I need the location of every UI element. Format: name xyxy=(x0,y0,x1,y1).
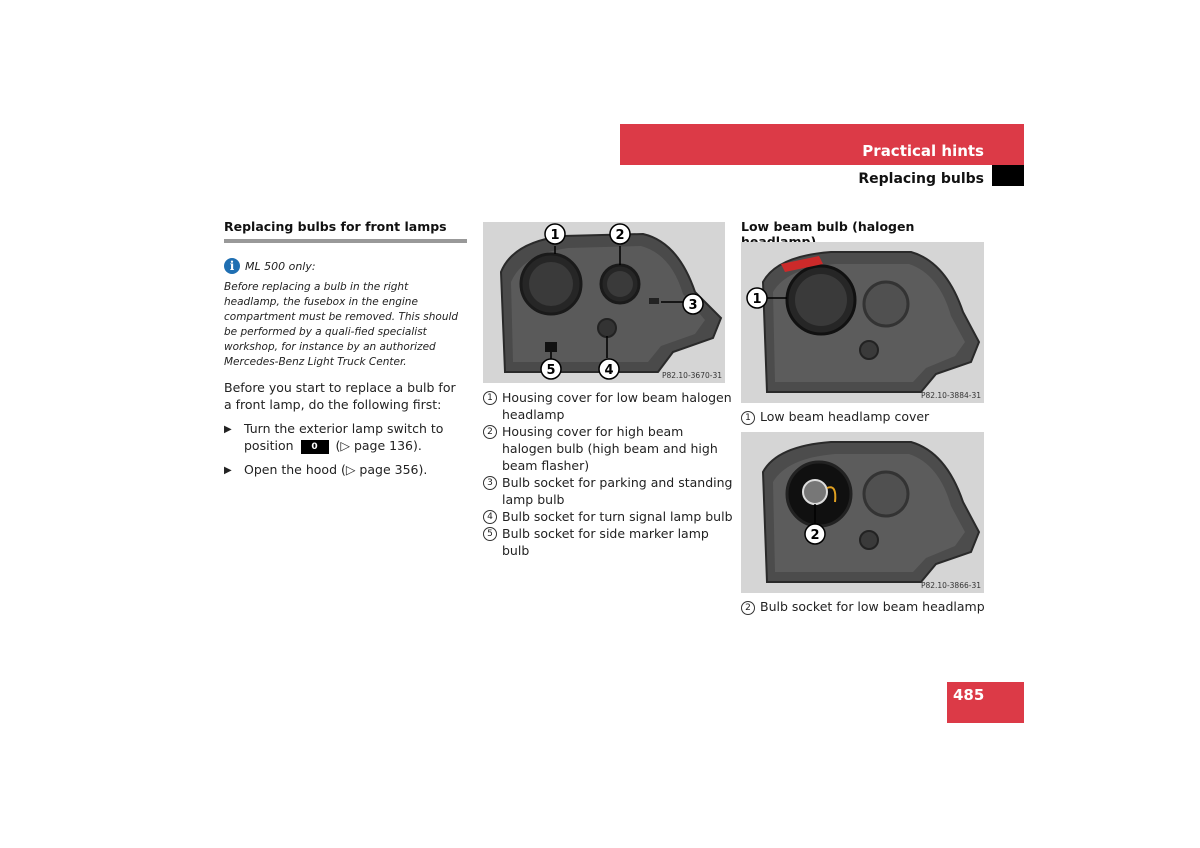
callout-3: 3 xyxy=(688,298,698,313)
page-reference: (▷ page 136). xyxy=(335,438,422,453)
callout-1: 1 xyxy=(550,228,560,243)
subsection-title: Replacing bulbs xyxy=(858,171,984,187)
callout-2: 2 xyxy=(615,228,625,243)
switch-position-key: 0 xyxy=(301,440,329,454)
note-header xyxy=(224,258,467,274)
callout-2: 2 xyxy=(810,528,820,543)
headlamp-illustration xyxy=(483,222,725,383)
list-item xyxy=(224,461,467,479)
figure-code: P82.10-3670-31 xyxy=(661,371,722,380)
figure-code: P82.10-3884-31 xyxy=(920,391,981,400)
legend-item: 3 Bulb socket for parking and standing lamp bulb xyxy=(483,474,733,508)
legend-item: 1 Housing cover for low beam halogen headlamp xyxy=(483,389,733,423)
low-beam-socket-figure xyxy=(741,432,984,593)
subsection-heading: Low beam bulb (halogen xyxy=(741,219,915,234)
low-beam-cover-figure xyxy=(741,242,984,403)
info-icon: i xyxy=(224,258,240,274)
figure1-legend xyxy=(483,389,733,559)
bulb-socket-illustration xyxy=(741,432,984,593)
figure3-caption: 2 Bulb socket for low beam headlamp xyxy=(741,599,985,615)
callout-1: 1 xyxy=(752,292,762,307)
section-title: Practical hints xyxy=(862,142,984,160)
legend-item: 5 Bulb socket for side marker lamp bulb xyxy=(483,525,733,559)
note-body: Before replacing a bulb in the right headlamp, the fusebox in the engine compartment must be removed. This should be performed by a quali-fied specialist workshop, for instance by an authorized Mercedes-Benz Light Truck Center. xyxy=(224,281,459,368)
bullet-icon: ▶ xyxy=(224,465,232,476)
bullet-text: Turn the exterior lamp switch to position xyxy=(244,421,444,453)
section-heading: Replacing bulbs for front lamps xyxy=(224,219,467,243)
bullet-text: Open the hood (▷ page 356). xyxy=(244,462,428,477)
page-number: 485 xyxy=(953,686,985,704)
intro-paragraph: Before you start to replace a bulb for a front lamp, do the following first: xyxy=(224,380,456,412)
header-band xyxy=(620,124,1024,165)
list-item xyxy=(224,420,467,454)
left-column xyxy=(224,219,467,479)
note-label: ML 500 only: xyxy=(245,259,316,273)
header-marker xyxy=(992,165,1024,186)
page-number-box xyxy=(947,682,1024,723)
callout-4: 4 xyxy=(604,363,614,378)
headlamp-cover-illustration xyxy=(741,242,984,403)
legend-item: 4 Bulb socket for turn signal lamp bulb xyxy=(483,508,733,525)
callout-5: 5 xyxy=(546,363,556,378)
legend-item: 2 Housing cover for high beam halogen bulb (high beam and high beam flasher) xyxy=(483,423,733,474)
figure-code: P82.10-3866-31 xyxy=(920,581,981,590)
figure2-caption: 1 Low beam headlamp cover xyxy=(741,409,929,425)
bullet-icon: ▶ xyxy=(224,424,232,435)
headlamp-rear-figure xyxy=(483,222,725,383)
